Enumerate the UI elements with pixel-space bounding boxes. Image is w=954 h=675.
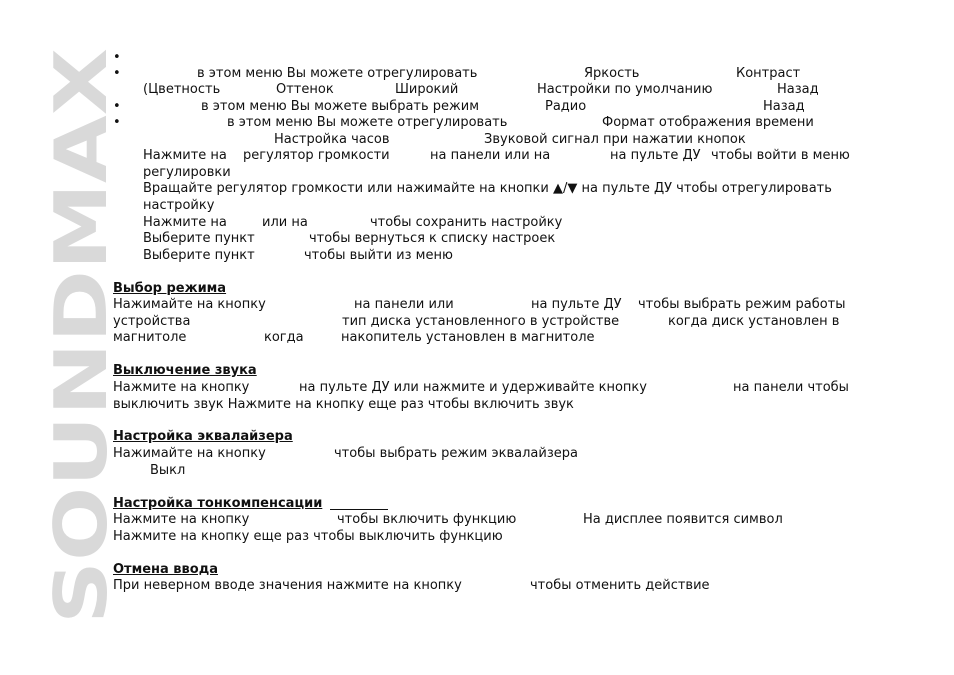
menu-item-contrast: Контраст: [736, 66, 801, 81]
menu-item-back: Назад: [763, 99, 805, 114]
mode-text: устройства: [113, 314, 191, 329]
step1-text: на пульте ДУ: [610, 148, 701, 163]
section-heading-equalizer: Настройка эквалайзера: [113, 429, 293, 444]
mode-text: на пульте ДУ: [531, 297, 622, 312]
mode-text: тип диска установленного в устройстве: [342, 314, 620, 329]
mode-text: на панели или: [354, 297, 454, 312]
menu-item-radio: Радио: [545, 99, 587, 114]
step5-text: Выберите пункт: [143, 248, 255, 263]
system-menu-intro: в этом меню Вы можете отрегулировать: [227, 115, 508, 130]
mute-text: на пульте ДУ или нажмите и удерживайте кнопку: [299, 380, 647, 395]
mute-text: Нажмите на кнопку: [113, 380, 250, 395]
mode-text: магнитоле: [113, 330, 187, 345]
bullet-icon: •: [113, 115, 121, 130]
soundmax-logo-text: SOUNDMAX: [39, 149, 123, 624]
loudness-text: Нажмите на кнопку еще раз чтобы выключить функцию: [113, 529, 503, 544]
step2-continuation: настройку: [143, 198, 215, 213]
step1-continuation: регулировки: [143, 165, 231, 180]
mode-text: когда диск установлен в: [668, 314, 840, 329]
mute-text: выключить звук Нажмите на кнопку еще раз чтобы включить звук: [113, 397, 574, 412]
soundmax-watermark: [39, 46, 123, 626]
menu-item-default-settings: Настройки по умолчанию: [537, 82, 713, 97]
step5-text: чтобы выйти из меню: [304, 248, 453, 263]
mode-text: Нажимайте на кнопку: [113, 297, 266, 312]
cancel-text: При неверном вводе значения нажмите на кнопку: [113, 578, 462, 593]
menu-item-time-format: Формат отображения времени: [602, 115, 814, 130]
heading-underline: [330, 509, 388, 510]
eq-option-off: Выкл: [150, 463, 186, 478]
bullet-icon: •: [113, 66, 121, 81]
menu-item-clock-setup: Настройка часов: [274, 132, 390, 147]
loudness-text: Нажмите на кнопку: [113, 512, 250, 527]
loudness-text: На дисплее появится символ: [583, 512, 783, 527]
step4-text: чтобы вернуться к списку настроек: [309, 231, 556, 246]
menu-item-wide: Широкий: [395, 82, 459, 97]
menu-item-back: Назад: [777, 82, 819, 97]
eq-text: Нажимайте на кнопку: [113, 446, 266, 461]
loudness-text: чтобы включить функцию: [337, 512, 517, 527]
mode-text: накопитель установлен в магнитоле: [341, 330, 595, 345]
step1-text: регулятор громкости: [243, 148, 390, 163]
menu-item-beep: Звуковой сигнал при нажатии кнопок: [484, 132, 746, 147]
cancel-text: чтобы отменить действие: [530, 578, 710, 593]
section-heading-loudness: Настройка тонкомпенсации: [113, 496, 323, 511]
mute-text: на панели чтобы: [733, 380, 849, 395]
step1-text: Нажмите на: [143, 148, 227, 163]
mode-text: когда: [264, 330, 304, 345]
display-menu-intro: в этом меню Вы можете отрегулировать: [197, 66, 478, 81]
mode-menu-intro: в этом меню Вы можете выбрать режим: [201, 99, 480, 114]
step1-text: на панели или на: [430, 148, 551, 163]
section-heading-cancel: Отмена ввода: [113, 562, 218, 577]
step1-text: чтобы войти в меню: [711, 148, 850, 163]
mode-text: чтобы выбрать режим работы: [638, 297, 846, 312]
step2-text: Вращайте регулятор громкости или нажимайте на кнопки ▲/▼ на пульте ДУ чтобы отрегулировать: [143, 181, 832, 196]
step3-text: Нажмите на: [143, 215, 227, 230]
step3-text: или на: [262, 215, 308, 230]
menu-item-brightness: Яркость: [584, 66, 640, 81]
step4-text: Выберите пункт: [143, 231, 255, 246]
step3-text: чтобы сохранить настройку: [370, 215, 563, 230]
menu-item-color: (Цветность: [143, 82, 221, 97]
bullet-icon: •: [113, 99, 121, 114]
section-heading-mute: Выключение звука: [113, 363, 257, 378]
menu-item-tint: Оттенок: [276, 82, 334, 97]
bullet-icon: •: [113, 50, 121, 65]
eq-text: чтобы выбрать режим эквалайзера: [334, 446, 578, 461]
section-heading-mode: Выбор режима: [113, 281, 227, 296]
